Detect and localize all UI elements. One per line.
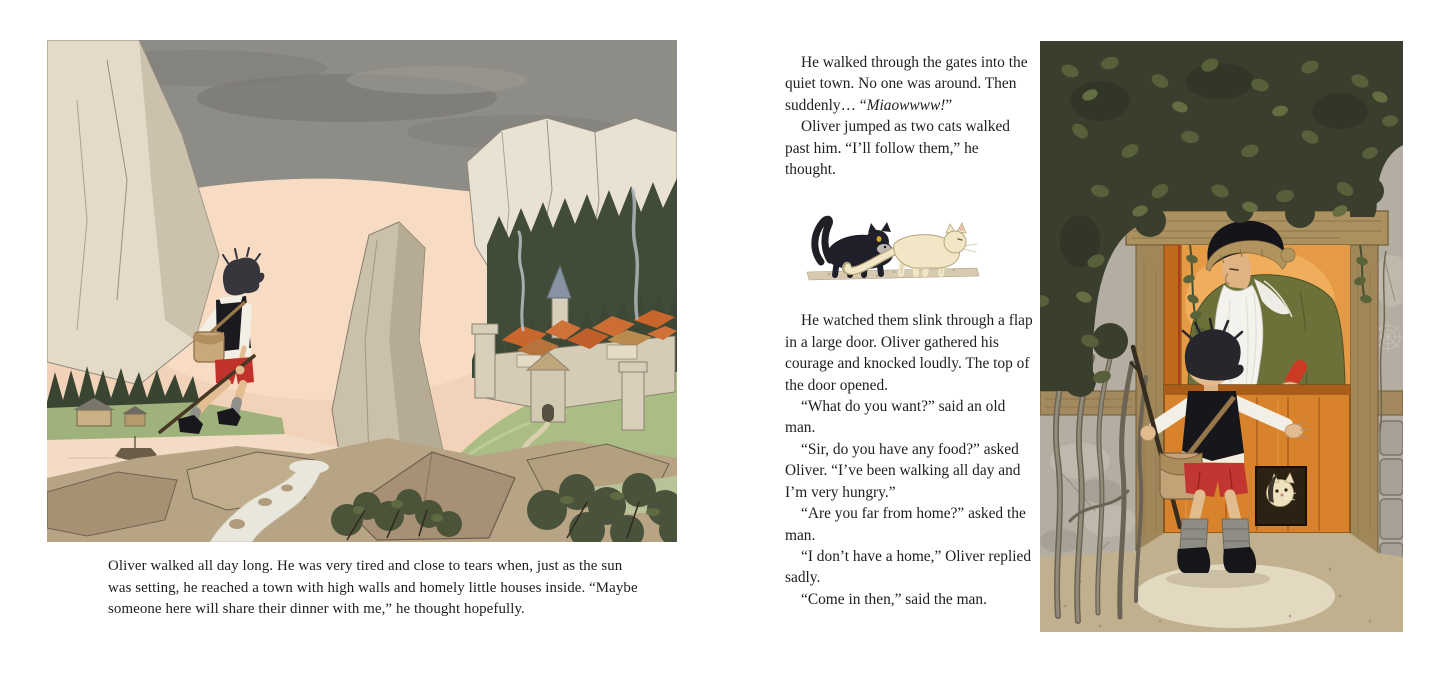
story-paragraph-5: “Sir, do you have any food?” asked Oliver. “I’ve been walking all day and I’m very hungry.” bbox=[785, 440, 1021, 501]
left-page-caption: Oliver walked all day long. He was very tired and close to tears when, just as the sun was setting, he reached a town with high walls and homely little houses inside. “Maybe someone here will share their dinner with me,” he thought hopefully. bbox=[108, 558, 638, 618]
story-text-column bbox=[785, 52, 1033, 610]
story-paragraph-6: “Are you far from home?” asked the man. bbox=[785, 505, 1026, 544]
story-paragraph-4: “What do you want?” said an old man. bbox=[785, 398, 1006, 437]
cat-sound-italic: Miaowwww! bbox=[866, 96, 946, 114]
story-paragraph-2: Oliver jumped as two cats walked past him. “I’ll follow them,” he thought. bbox=[785, 118, 1010, 179]
doorway-illustration bbox=[1040, 41, 1403, 632]
story-paragraph-1 bbox=[785, 52, 1033, 116]
mountain-town-illustration bbox=[47, 40, 677, 542]
paragraph-text: ” bbox=[945, 96, 953, 114]
paragraph-text: He walked through the gates into the quiet town. No one was around. Then suddenly… “ bbox=[785, 54, 1028, 114]
story-paragraph-7: “I don’t have a home,” Oliver replied sadly. bbox=[785, 547, 1032, 587]
mountain-scene-svg bbox=[47, 40, 677, 542]
two-cats-illustration bbox=[799, 206, 985, 286]
doorway-scene-svg bbox=[1040, 41, 1403, 632]
story-paragraph-3: He watched them slink through a flap in a large door. Oliver gathered his courage and knocked loudly. The top of the door opened. bbox=[785, 312, 1033, 394]
story-paragraph-8: “Come in then,” said the man. bbox=[801, 590, 987, 608]
cats-svg bbox=[799, 206, 985, 286]
